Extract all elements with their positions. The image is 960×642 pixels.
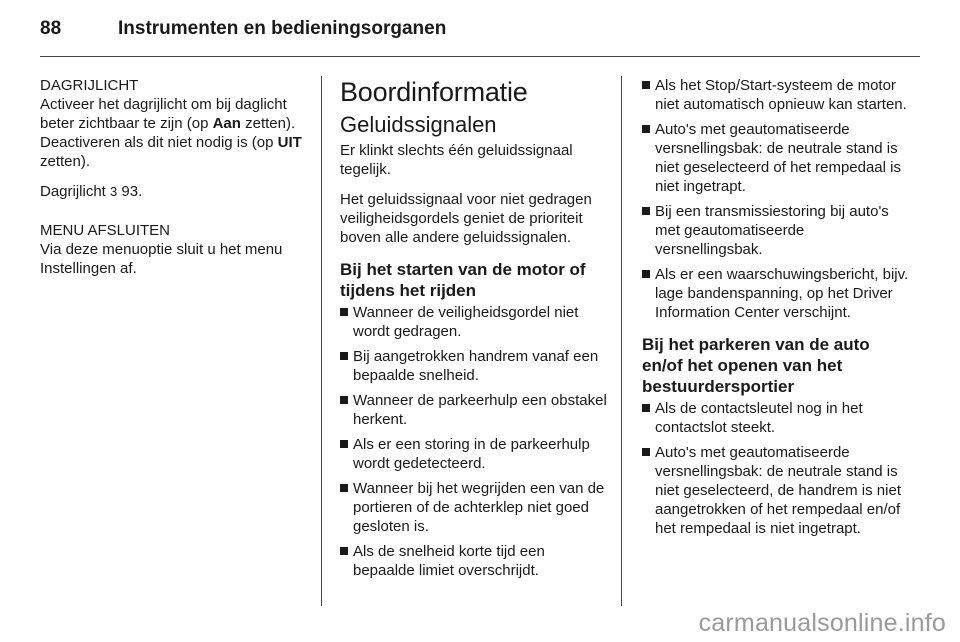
column-divider-left [321,76,322,606]
heading-start-driving: Bij het starten van de motor of tijdens het rijden [340,260,586,300]
list-item-text: Als het Stop/Start-systeem de motor niet automatisch opnieuw kan starten. [655,77,907,113]
list-item-text: Wanneer de veiligheidsgordel niet wordt gedragen. [353,304,579,340]
column-left [40,76,308,278]
section-title: Boordinformatie [340,77,528,107]
subsection-title: Geluidssignalen [340,112,497,137]
list-item [642,202,910,259]
list-item [340,347,608,385]
list-item-text: Wanneer de parkeerhulp een obstakel herkent. [353,392,607,428]
watermark: carmanualsonline.info [698,609,946,637]
list-item [340,303,608,341]
list-item [642,265,910,322]
bullet-square-icon [340,440,348,448]
daglicht-text-b: zetten). Deactiveren als dit niet nodig is (op [40,115,296,151]
list-item [642,76,910,114]
column-divider-right [621,76,622,606]
daglicht-text-c: zetten). [40,153,91,170]
list-item [340,391,608,429]
aan-label: Aan [212,115,241,132]
bullet-list-driving [340,303,608,580]
daglicht-reference [40,182,308,201]
bullet-square-icon [642,404,650,412]
running-title: Instrumenten en bedieningsorganen [118,18,447,39]
heading-parking: Bij het parkeren van de auto en/of het openen van het bestuurdersportier [642,335,870,396]
page-number: 88 [40,18,62,39]
column-right [642,76,910,544]
menu-title: MENU AFSLUITEN [40,222,171,239]
list-item [340,435,608,473]
list-item-text: Bij een transmissiestoring bij auto's met geautomatiseerde versnellingsbak. [655,203,889,258]
list-item-text: Bij aangetrokken handrem vanaf een bepaalde snelheid. [353,348,599,384]
list-item-text: Als de contactsleutel nog in het contactslot steekt. [655,400,863,436]
page-reference-icon: 3 [110,184,118,199]
bullet-square-icon [642,81,650,89]
bullet-square-icon [642,125,650,133]
daglicht-ref-page: 93. [117,183,143,200]
list-item-text: Als er een waarschuwingsbericht, bijv. lage bandenspanning, op het Driver Information Center verschijnt. [655,266,909,321]
bullet-square-icon [340,396,348,404]
bullet-square-icon [642,207,650,215]
list-item [642,120,910,196]
bullet-square-icon [642,448,650,456]
list-item [340,542,608,580]
daglicht-title: DAGRIJLICHT [40,77,139,94]
bullet-square-icon [340,547,348,555]
daglicht-text-a: Activeer het dagrijlicht om bij daglicht beter zichtbaar te zijn (op [40,96,287,132]
list-item [642,399,910,437]
daglicht-text [40,95,308,171]
bullet-square-icon [642,270,650,278]
uit-label: UIT [277,134,302,151]
page-header [40,18,920,56]
intro-paragraph-2: Het geluidssignaal voor niet gedragen veiligheidsgordels geniet de prioriteit boven alle andere geluidssignalen. [340,191,592,246]
column-middle [340,76,608,586]
bullet-square-icon [340,352,348,360]
menu-text: Via deze menuoptie sluit u het menu Instellingen af. [40,241,283,277]
bullet-list-warnings [642,76,910,322]
list-item [642,443,910,538]
list-item-text: Wanneer bij het wegrijden een van de portieren of de achterklep niet goed gesloten is. [353,480,605,535]
list-item-text: Als de snelheid korte tijd een bepaalde limiet overschrijdt. [353,543,545,579]
daglicht-ref-label: Dagrijlicht [40,183,111,200]
list-item-text: Als er een storing in de parkeerhulp wordt gedetecteerd. [353,436,590,472]
bullet-square-icon [340,308,348,316]
bullet-square-icon [340,484,348,492]
bullet-list-parking [642,399,910,538]
list-item [340,479,608,536]
header-rule [40,56,920,57]
intro-paragraph-1: Er klinkt slechts één geluidssignaal tegelijk. [340,142,573,178]
list-item-text: Auto's met geautomatiseerde versnellingsbak: de neutrale stand is niet geselecteerd, de handrem is niet aangetrokken of het rempedaal en/of het rempedaal is niet ingetrapt. [655,444,901,537]
list-item-text: Auto's met geautomatiseerde versnellingsbak: de neutrale stand is niet geselecteerd of het rempedaal is niet ingetrapt. [655,121,901,195]
